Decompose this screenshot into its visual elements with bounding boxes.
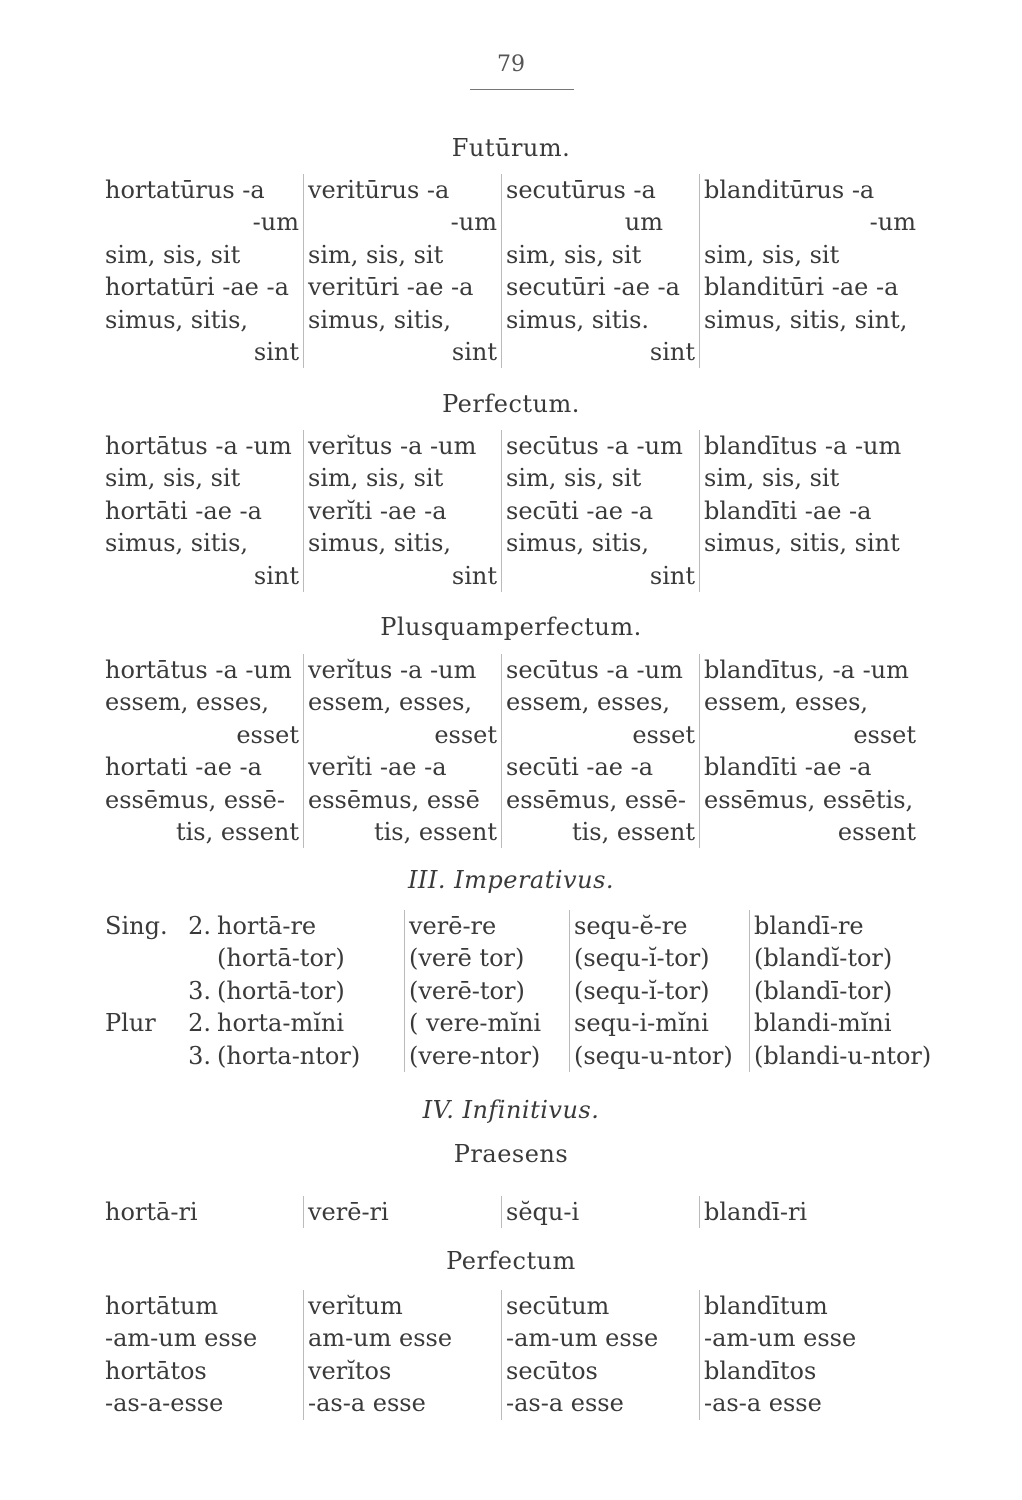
cell: essēmus, essētis,	[704, 785, 914, 814]
cell: sim, sis, sit	[704, 240, 840, 269]
table-row	[105, 910, 920, 942]
inf-perf-col-3	[501, 1290, 699, 1420]
cell: essem, esses,	[704, 688, 869, 717]
cell: essēmus, essē-	[506, 785, 686, 814]
cell: sim, sis, sit	[105, 240, 241, 269]
cell: essēmus, essē	[308, 785, 480, 814]
cell: 3.	[188, 1041, 211, 1070]
plusquam-col-2	[303, 654, 501, 848]
inf-perf-col-4	[699, 1290, 920, 1420]
cell: secūti -ae -a	[506, 753, 654, 782]
cell: sint	[253, 338, 299, 367]
cell: blandī-re	[749, 910, 929, 942]
heading-praesens: Praesens	[453, 1140, 569, 1168]
cell: simus, sitis,	[308, 529, 452, 558]
plusquamperfectum-table	[105, 654, 920, 848]
table-row	[105, 1040, 932, 1072]
plusquam-col-1	[105, 654, 303, 848]
cell: sim, sis, sit	[105, 464, 241, 493]
cell: hortātum	[105, 1292, 219, 1320]
cell: (sequ-ĭ-tor)	[569, 942, 749, 974]
cell: secūtus -a -um	[506, 432, 683, 460]
heading-infinitivus-perfectum: Perfectum	[446, 1247, 576, 1275]
futurum-table	[105, 174, 920, 368]
cell: veritūri -ae -a	[308, 273, 474, 302]
cell: -as-a esse	[704, 1389, 822, 1418]
cell: sim, sis, sit	[506, 240, 642, 269]
table-row	[105, 942, 920, 974]
inf-perf-col-1	[105, 1290, 303, 1420]
cell: blanditūrus -a	[704, 176, 875, 204]
cell: hortā-re	[217, 912, 317, 940]
cell: (sequ-u-ntor)	[569, 1040, 749, 1072]
cell: -am-um esse	[105, 1324, 258, 1353]
cell: (blandĭ-tor)	[749, 942, 929, 974]
praesens-table	[105, 1196, 920, 1228]
cell: -am-um esse	[506, 1324, 659, 1353]
perfectum-table	[105, 430, 920, 592]
cell: secūti -ae -a	[506, 496, 654, 525]
cell: blandi-mĭni	[749, 1007, 929, 1039]
cell: essem, esses,	[308, 688, 473, 717]
cell: 2.	[188, 912, 211, 940]
cell: 2.	[188, 1009, 211, 1038]
cell: verĭti -ae -a	[308, 753, 447, 782]
praesens-col-4	[699, 1196, 920, 1228]
cell: sequ-i-mĭni	[569, 1007, 749, 1039]
cell: secutūrus -a	[506, 176, 656, 204]
cell: -um	[252, 208, 299, 237]
cell: Sing.	[105, 912, 168, 940]
cell: hortatūri -ae -a	[105, 273, 289, 302]
inf-perf-col-2	[303, 1290, 501, 1420]
cell: essem, esses,	[105, 688, 270, 717]
heading-plusquamperfectum: Plusquamperfectum.	[380, 613, 642, 641]
cell	[704, 336, 920, 368]
plusquam-col-3	[501, 654, 699, 848]
table-row	[105, 975, 920, 1007]
plusquam-col-4	[699, 654, 920, 848]
cell: hortāti -ae -a	[105, 496, 262, 525]
cell: (sequ-ĭ-tor)	[569, 975, 749, 1007]
imperativus-table	[105, 910, 932, 1072]
cell: esset	[236, 720, 299, 749]
cell: -as-a esse	[308, 1389, 426, 1418]
cell: horta-mĭni	[217, 1009, 345, 1038]
cell: verĭtos	[308, 1356, 392, 1385]
cell: 3.	[188, 976, 211, 1005]
cell: sim, sis, sit	[506, 464, 642, 493]
perfectum-col-4	[699, 430, 920, 592]
cell: secūtos	[506, 1356, 598, 1385]
cell	[105, 975, 175, 1007]
cell: secutūri -ae -a	[506, 273, 680, 302]
cell: am-um esse	[308, 1324, 453, 1353]
cell: simus, sitis, sint	[704, 529, 900, 558]
cell: blandī-ri	[704, 1198, 808, 1226]
cell: sequ-ĕ-re	[569, 910, 749, 942]
cell: verĭtus -a -um	[308, 432, 477, 460]
cell: -as-a esse	[506, 1389, 624, 1418]
cell: sint	[649, 561, 695, 590]
cell: blanditūri -ae -a	[704, 273, 899, 302]
cell	[704, 560, 920, 592]
heading-futurum: Futūrum.	[451, 134, 571, 162]
cell: Plur	[105, 1009, 156, 1038]
cell: verĭtum	[308, 1292, 403, 1320]
cell: hortatūrus -a	[105, 176, 265, 204]
cell: sĕqu-i	[506, 1198, 580, 1226]
cell	[105, 1040, 175, 1072]
cell: simus, sitis,	[308, 305, 452, 334]
cell: hortati -ae -a	[105, 753, 262, 782]
cell: veritūrus -a	[308, 176, 450, 204]
cell: simus, sitis,	[105, 529, 249, 558]
cell: (hortā-tor)	[217, 944, 345, 973]
cell: sint	[253, 561, 299, 590]
perfectum-col-1	[105, 430, 303, 592]
cell: (blandi-u-ntor)	[749, 1040, 929, 1072]
cell: verē-ri	[308, 1198, 389, 1226]
cell: (verē tor)	[404, 942, 569, 974]
cell: blandītus, -a -um	[704, 656, 909, 684]
cell	[105, 942, 175, 974]
cell: hortā-ri	[105, 1198, 198, 1226]
cell: esset	[853, 720, 916, 749]
cell: essent	[837, 818, 916, 847]
cell: tis, essent	[571, 818, 695, 847]
cell: esset	[434, 720, 497, 749]
cell: simus, sitis,	[105, 305, 249, 334]
cell: esset	[632, 720, 695, 749]
heading-imperativus: III. Imperativus.	[407, 866, 615, 894]
cell: (blandī-tor)	[749, 975, 929, 1007]
cell: blandīti -ae -a	[704, 496, 872, 525]
cell: hortātus -a -um	[105, 432, 292, 460]
praesens-col-1	[105, 1196, 303, 1228]
futurum-col-2	[303, 174, 501, 368]
cell: verĭtus -a -um	[308, 656, 477, 684]
cell	[175, 942, 217, 974]
cell: -as-a-esse	[105, 1389, 224, 1418]
cell: (verē-tor)	[404, 975, 569, 1007]
cell: secūtum	[506, 1292, 610, 1320]
cell: sim, sis, sit	[308, 464, 444, 493]
cell: sim, sis, sit	[308, 240, 444, 269]
cell: blandītos	[704, 1356, 817, 1385]
cell: hortātus -a -um	[105, 656, 292, 684]
cell: sim, sis, sit	[704, 464, 840, 493]
futurum-col-1	[105, 174, 303, 368]
cell: tis, essent	[175, 818, 299, 847]
cell: blandītus -a -um	[704, 432, 902, 460]
futurum-col-3	[501, 174, 699, 368]
heading-infinitivus: IV. Infinitivus.	[422, 1096, 600, 1124]
table-row	[105, 1007, 920, 1039]
cell: verĭti -ae -a	[308, 496, 447, 525]
cell: simus, sitis, sint,	[704, 305, 908, 334]
cell: simus, sitis,	[506, 529, 650, 558]
praesens-col-2	[303, 1196, 501, 1228]
cell: blandītum	[704, 1292, 828, 1320]
cell: essem, esses,	[506, 688, 671, 717]
cell: sint	[451, 338, 497, 367]
page-rule	[470, 89, 574, 90]
praesens-col-3	[501, 1196, 699, 1228]
perfectum-col-2	[303, 430, 501, 592]
cell: hortātos	[105, 1356, 207, 1385]
cell: (horta-ntor)	[217, 1041, 361, 1070]
cell: ( vere-mĭni	[404, 1007, 569, 1039]
infinitivus-perfectum-table	[105, 1290, 920, 1420]
cell: simus, sitis.	[506, 305, 650, 334]
cell: -am-um esse	[704, 1324, 857, 1353]
cell: (vere-ntor)	[404, 1040, 569, 1072]
heading-perfectum: Perfectum.	[442, 390, 580, 418]
futurum-col-4	[699, 174, 920, 368]
cell: verē-re	[404, 910, 569, 942]
page-number: 79	[497, 52, 525, 77]
cell: blandīti -ae -a	[704, 753, 872, 782]
cell: essēmus, essē-	[105, 785, 285, 814]
perfectum-col-3	[501, 430, 699, 592]
cell: sint	[649, 338, 695, 367]
cell: um	[624, 208, 663, 237]
cell: sint	[451, 561, 497, 590]
cell: (hortā-tor)	[217, 976, 345, 1005]
cell: -um	[869, 208, 916, 237]
cell: secūtus -a -um	[506, 656, 683, 684]
cell: -um	[450, 208, 497, 237]
cell: tis, essent	[373, 818, 497, 847]
